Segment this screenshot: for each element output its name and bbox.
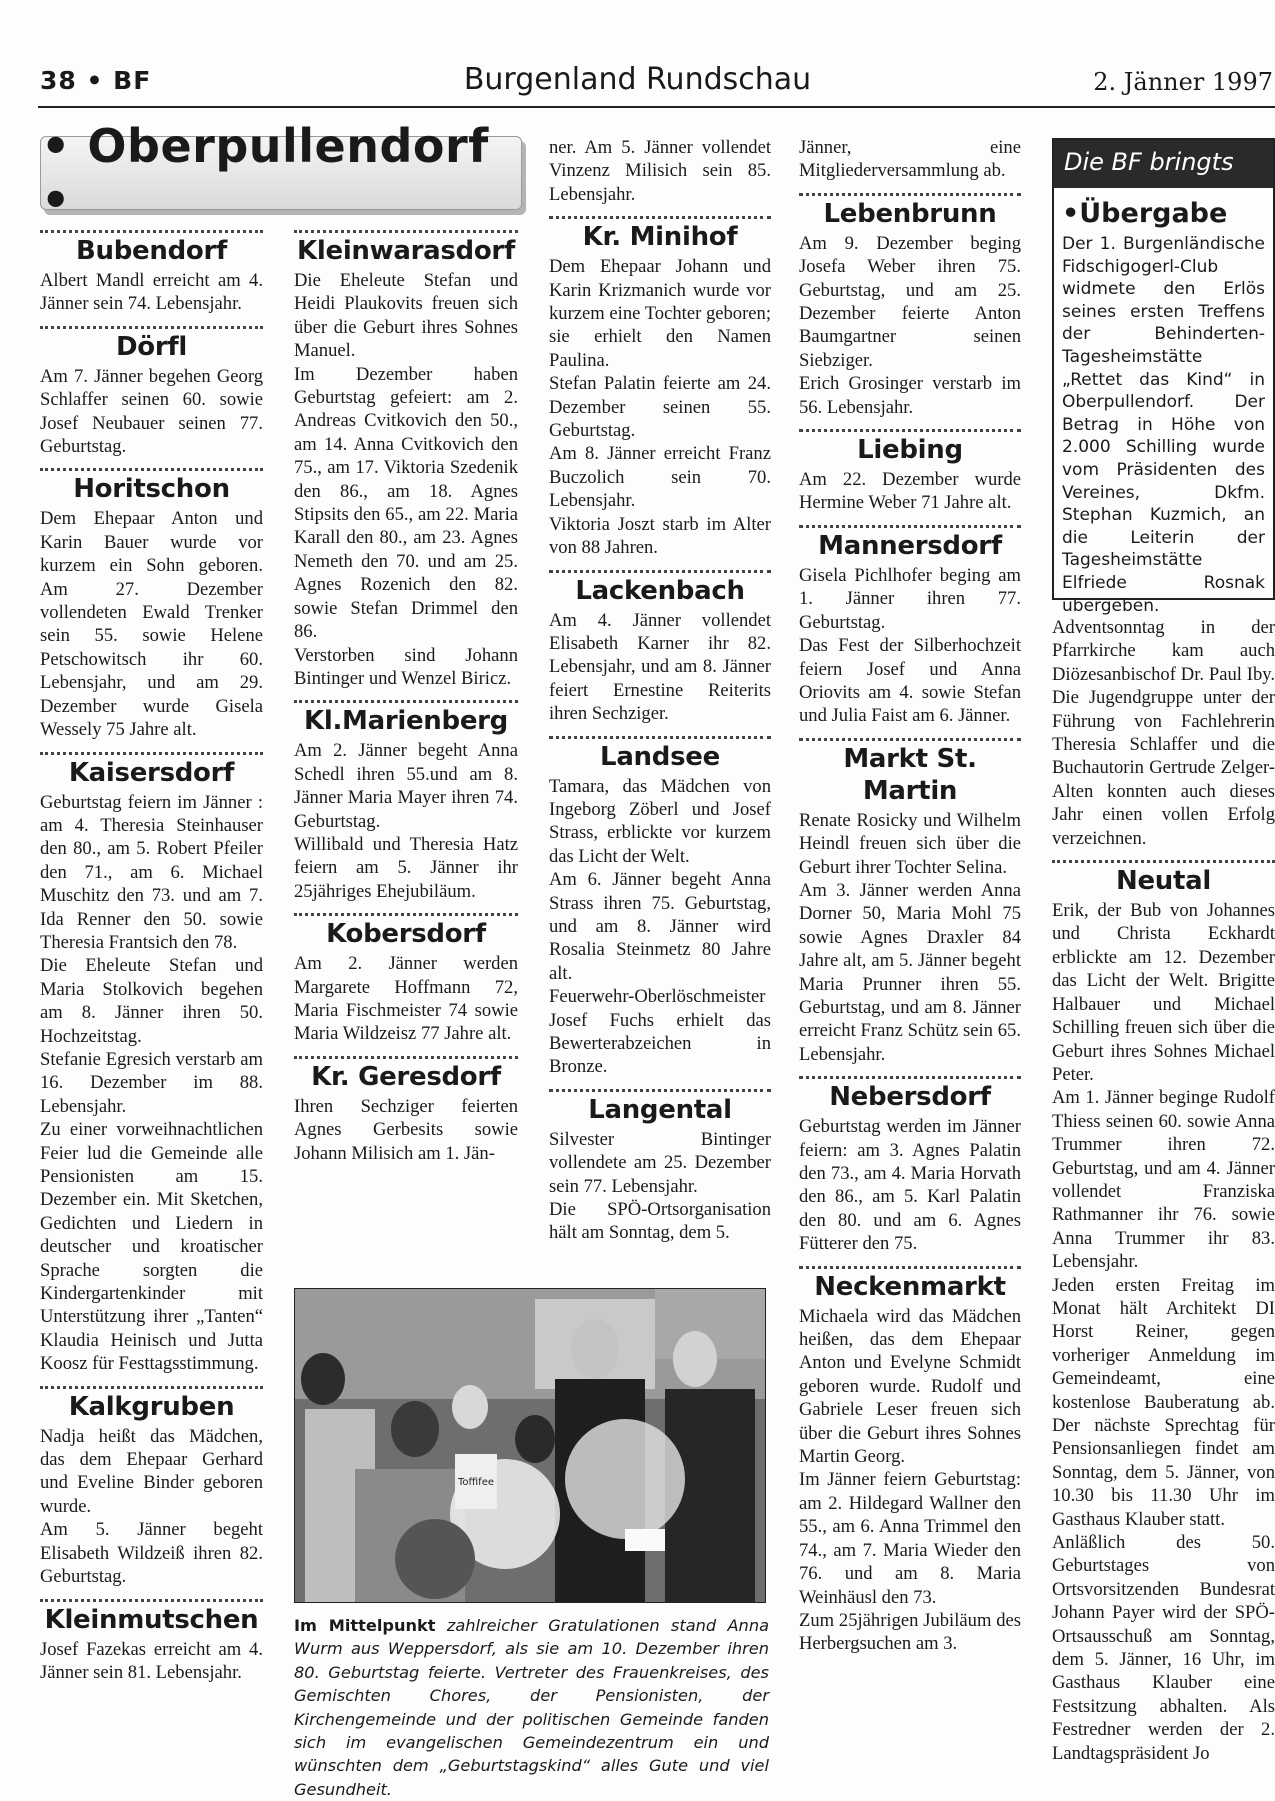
- text-continued: ner. Am 5. Jänner vollendet Vinzenz Milisich sein 85. Lebensjahr.: [549, 137, 771, 205]
- divider: [294, 700, 518, 703]
- caption-lead: Im Mittelpunkt: [294, 1616, 436, 1635]
- heading-kalkgruben: Kalkgruben: [68, 1391, 235, 1422]
- section-banner: • Oberpullendorf •: [40, 136, 522, 210]
- sidebar-box-title: •Übergabe: [1062, 198, 1228, 229]
- text-landsee-2: Am 6. Jänner begeht Anna Strass ihren 75. Geburtstag, und am 8. Jänner wird Rosalia Steinmetz 80 Jahre alt.: [549, 869, 771, 984]
- text-kaisersdorf-3: Stefanie Egresich verstarb am 16. Dezember im 88. Lebensjahr.: [40, 1048, 263, 1117]
- heading-nebersdorf: Nebersdorf: [829, 1082, 991, 1113]
- heading-liebing: Liebing: [857, 435, 963, 466]
- text-krminihof-2: Stefan Palatin feierte am 24. Dezember seinen 55. Geburtstag.: [549, 373, 771, 442]
- sidebar-box: [1052, 138, 1275, 616]
- divider: [549, 1089, 771, 1092]
- divider: [40, 1599, 263, 1602]
- text-marktstmartin-1: Renate Rosicky und Wilhelm Heindl freuen sich über die Geburt ihrer Tochter Selina.: [799, 809, 1021, 878]
- text-krgeresdorf: Ihren Sechziger feierten Agnes Gerbesits sowie Johann Milisich am 1. Jän-: [294, 1095, 518, 1164]
- text-neckenmarkt-1: Michaela wird das Mädchen heißen, das dem Ehepaar Anton und Evelyne Schmidt geboren wurde. Rudolf und Gabriele Leser freuen sich über die Geburt ihres Sohnes Martin Georg.: [799, 1305, 1021, 1468]
- text-kleinwarasdorf-3: Verstorben sind Johann Bintinger und Wenzel Biricz.: [294, 644, 518, 689]
- issue-date: 2. Jänner 1997: [1093, 68, 1273, 96]
- heading-langental: Langental: [588, 1094, 732, 1125]
- heading-kleinwarasdorf: Kleinwarasdorf: [297, 236, 515, 266]
- text-neckenmarkt-cont: Adventsonntag in der Pfarrkirche kam auch Diözesanbischof Dr. Paul Iby. Die Jugendgruppe unter der Führung von Fachlehrerin Theresia Schlaffer und die Buchautorin Gertrude Zelger-Alten konnten auch dieses Jahr einen vollen Erfolg verzeichnen.: [1052, 617, 1275, 849]
- text-mannersdorf-1: Gisela Pichlhofer beging am 1. Jänner ihren 77. Geburtstag.: [799, 564, 1021, 633]
- divider: [40, 230, 263, 233]
- text-kobersdorf: Am 2. Jänner werden Margarete Hoffmann 72, Maria Fischmeister 74 sowie Maria Wildzeisz 77 Jahre alt.: [294, 953, 518, 1045]
- text-klmarienberg-1: Am 2. Jänner begeht Anna Schedl ihren 55.und am 8. Jänner Maria Mayer ihren 74. Geburtstag.: [294, 740, 518, 832]
- heading-krminihof: Kr. Minihof: [582, 222, 738, 253]
- text-neckenmarkt-3: Zum 25jährigen Jubiläum des Herbergsuchen am 3.: [799, 1609, 1021, 1655]
- heading-kleinmutschen: Kleinmutschen: [44, 1604, 259, 1635]
- text-langental-1: Silvester Bintinger vollendete am 25. Dezember sein 77. Lebensjahr.: [549, 1128, 771, 1197]
- heading-marktstmartin: Markt St. Martin: [843, 743, 977, 806]
- text-landsee-3: Feuerwehr-Oberlöschmeister Josef Fuchs erhielt das Bewerterabzeichen in Bronze.: [549, 986, 771, 1078]
- text-marktstmartin-2: Am 3. Jänner werden Anna Dorner 50, Maria Mohl 75 sowie Agnes Draxler 84 Jahre alt, am 5. Jänner begeht Maria Prunner ihren 55. Geburtstag, und am 8. Jänner erreicht Franz Schütz sein 65. Lebensjahr.: [799, 879, 1021, 1065]
- sidebar-box-text: Der 1. Burgenländische Fidschigogerl-Club widmete den Erlös seines ersten Treffens der Behinderten-Tagesheimstätte „Rettet das Kind“ in Oberpullendorf. Der Betrag in Höhe von 2.000 Schilling wurde vom Präsidenten des Vereines, Dkfm. Stephan Kuzmich, an die Leiterin der Tagesheimstätte Elfriede Rosnak übergeben.: [1062, 234, 1265, 616]
- divider: [40, 1386, 263, 1389]
- text-lebenbrunn-1: Am 9. Dezember beging Josefa Weber ihren 75. Geburtstag, und am 25. Dezember feierte Anton Baumgartner seinen Siebziger.: [799, 232, 1021, 371]
- divider: [549, 736, 771, 739]
- heading-klmarienberg: Kl.Marienberg: [303, 706, 508, 737]
- text-doerfl: Am 7. Jänner begehen Georg Schlaffer seinen 60. sowie Josef Neubauer seinen 77. Geburtstag.: [40, 365, 263, 458]
- heading-kaisersdorf: Kaisersdorf: [68, 757, 235, 788]
- heading-lebenbrunn: Lebenbrunn: [823, 198, 997, 229]
- divider: [40, 468, 263, 471]
- text-kaisersdorf-1: Geburtstag feiern im Jänner : am 4. Theresia Steinhauser den 80., am 5. Robert Pfeiler den 71., am 6. Michael Muschitz den 73. und am 7. Ida Renner den 50. sowie Theresia Frantsich den 78.: [40, 791, 263, 953]
- newspaper-title: Burgenland Rundschau: [463, 62, 812, 97]
- text-kleinwarasdorf-2: Im Dezember haben Geburtstag gefeiert: am 2. Andreas Cvitkovich den 50., am 14. Anna Cvitkovich den 75., am 17. Viktoria Szedenik den 86., am 18. Agnes Stipsits den 65., am 22. Maria Karall den 80., am 23. Agnes Nemeth den 70. und am 25. Agnes Rozenich den 82. sowie Stefan Drimmel den 86.: [294, 363, 518, 643]
- text-langental-2: Die SPÖ-Ortsorganisation hält am Sonntag, dem 5.: [549, 1199, 771, 1244]
- photo-caption: [294, 1614, 769, 1801]
- column-1: [40, 230, 263, 1684]
- divider: [799, 1076, 1021, 1079]
- column-3: [549, 136, 771, 1245]
- text-horitschon: Dem Ehepaar Anton und Karin Bauer wurde vor kurzem ein Sohn geboren. Am 27. Dezember vollendeten Ewald Trenker sein 55. sowie Helene Petschowitsch ihr 60. Lebensjahr, und am 29. Dezember wurde Gisela Wessely 75 Jahre alt.: [40, 508, 263, 741]
- text-kalkgruben-1: Nadja heißt das Mädchen, das dem Ehepaar Gerhard und Eveline Binder geboren wurde.: [40, 1425, 263, 1517]
- divider: [799, 193, 1021, 196]
- text-lebenbrunn-2: Erich Grosinger verstarb im 56. Lebensjahr.: [799, 373, 1021, 418]
- heading-landsee: Landsee: [600, 741, 720, 772]
- text-kaisersdorf-4: Zu einer vorweihnachtlichen Feier lud die Gemeinde alle Pensionisten am 15. Dezember ein. Mit Sketchen, Gedichten und Liedern in deutscher und kroatischer Sprache sorgten die Kindergartenkinder mit Unterstützung ihrer „Tanten“ Klaudia Heinisch und Jutta Koosz für Festtagsstimmung.: [40, 1119, 263, 1375]
- divider: [40, 326, 263, 329]
- photo-placard-text: Toffifee: [457, 1477, 495, 1488]
- text-krminihof-4: Viktoria Joszt starb im Alter von 88 Jahren.: [549, 513, 771, 559]
- heading-neckenmarkt: Neckenmarkt: [814, 1271, 1006, 1302]
- text-landsee-1: Tamara, das Mädchen von Ingeborg Zöberl und Josef Strass, erblickte vor kurzem das Licht der Welt.: [549, 775, 771, 867]
- text-liebing: Am 22. Dezember wurde Hermine Weber 71 Jahre alt.: [799, 469, 1021, 514]
- text-klmarienberg-2: Willibald und Theresia Hatz feiern am 5. Jänner ihr 25jähriges Ehejubiläum.: [294, 833, 518, 902]
- divider: [549, 216, 771, 219]
- photo-image: [295, 1289, 765, 1602]
- text-krminihof-1: Dem Ehepaar Johann und Karin Krizmanich wurde vor kurzem eine Tochter geboren; sie erhielt den Namen Paulina.: [549, 256, 771, 371]
- text-neutal-2: Am 1. Jänner beginge Rudolf Thiess seinen 60. sowie Anna Trummer ihren 72. Geburtstag, und am 4. Jänner vollendet Franziska Rathmanner ihr 76. sowie Anna Trummer ihr 83. Lebensjahr.: [1052, 1087, 1275, 1273]
- text-bubendorf: Albert Mandl erreicht am 4. Jänner sein 74. Lebensjahr.: [40, 270, 263, 315]
- text-krminihof-3: Am 8. Jänner erreicht Franz Buczolich sein 70. Lebensjahr.: [549, 443, 771, 512]
- text-neutal-4: Anläßlich des 50. Geburtstages von Ortsvorsitzenden Bundesrat Johann Payer wird der SPÖ-Ortsausschuß am Sonntag, dem 5. Jänner, 16 Uhr, im Gasthaus Klauber eine Festsitzung abhalten. Als Festredner werden der 2. Landtagspräsident Jo: [1052, 1532, 1275, 1764]
- divider: [799, 429, 1021, 432]
- text-lackenbach: Am 4. Jänner vollendet Elisabeth Karner ihr 82. Lebensjahr, und am 8. Jänner feiert Ernestine Reiterits ihren Sechziger.: [549, 609, 771, 725]
- column-2: [294, 230, 518, 1165]
- divider: [799, 1266, 1021, 1269]
- divider: [294, 230, 518, 233]
- divider: [40, 752, 263, 755]
- heading-doerfl: Dörfl: [116, 331, 187, 362]
- heading-krgeresdorf: Kr. Geresdorf: [311, 1061, 501, 1092]
- heading-lackenbach: Lackenbach: [575, 575, 745, 606]
- text-neutal-1: Erik, der Bub von Johannes und Christa Eckhardt erblickte am 12. Dezember das Licht der Welt. Brigitte Halbauer und Michael Schilling freuen sich über die Geburt ihres Sohnes Michael Peter.: [1052, 900, 1275, 1085]
- column-4: [799, 136, 1021, 1656]
- divider: [294, 913, 518, 916]
- header-rule: [38, 106, 1275, 108]
- sidebar-box-header: Die BF bringts ...: [1054, 140, 1273, 188]
- news-photo: [294, 1288, 766, 1603]
- text-mannersdorf-2: Das Fest der Silberhochzeit feiern Josef und Anna Oriovits am 4. sowie Stefan und Julia Faist am 6. Jänner.: [799, 635, 1021, 727]
- column-5: [1052, 616, 1275, 1765]
- divider: [799, 525, 1021, 528]
- heading-neutal: Neutal: [1116, 866, 1211, 897]
- divider: [1052, 860, 1275, 863]
- caption-text: zahlreicher Gratulationen stand Anna Wurm aus Weppersdorf, als sie am 10. Dezember ihren 80. Geburtstag feierte. Vertreter des Frauenkreises, des Gemischten Chores, der Pensionisten, der Kirchengemeinde und der politischen Gemeinde fanden sich im evangelischen Gemeindezentrum ein und wünschten dem „Geburtstagskind“ alles Gute und viel Gesundheit.: [294, 1616, 769, 1799]
- text-continued: Jänner, eine Mitgliederversammlung ab.: [799, 137, 1021, 182]
- divider: [799, 738, 1021, 741]
- page-number: 38 • BF: [40, 66, 152, 95]
- text-kleinwarasdorf-1: Die Eheleute Stefan und Heidi Plaukovits freuen sich über die Geburt ihres Sohnes Manuel.: [294, 270, 518, 362]
- divider: [549, 570, 771, 573]
- text-neutal-3: Jeden ersten Freitag im Monat hält Architekt DI Horst Reiner, gegen vorheriger Anmeldung im Gemeindeamt, eine kostenlose Bauberatung ab. Der nächste Sprechtag für Pensionsanliegen findet am Sonntag, dem 5. Jänner, von 10.30 bis 11.30 Uhr im Gasthaus Klauber statt.: [1052, 1274, 1275, 1530]
- heading-mannersdorf: Mannersdorf: [818, 530, 1002, 561]
- text-nebersdorf: Geburtstag werden im Jänner feiern: am 3. Agnes Palatin den 73., am 4. Maria Horvath den 86., am 5. Karl Palatin den 80. und am 6. Agnes Fütterer den 75.: [799, 1116, 1021, 1255]
- heading-kobersdorf: Kobersdorf: [326, 919, 486, 950]
- text-kalkgruben-2: Am 5. Jänner begeht Elisabeth Wildzeiß ihren 82. Geburtstag.: [40, 1519, 263, 1588]
- heading-bubendorf: Bubendorf: [76, 236, 227, 266]
- text-neckenmarkt-2: Im Jänner feiern Geburtstag: am 2. Hildegard Wallner den 55., am 6. Anna Trimmel den 74., am 7. Maria Wieder den 76. und am 8. Maria Weinhäusl den 73.: [799, 1469, 1021, 1608]
- divider: [294, 1056, 518, 1059]
- heading-horitschon: Horitschon: [73, 474, 230, 505]
- text-kleinmutschen: Josef Fazekas erreicht am 4. Jänner sein 81. Lebensjahr.: [40, 1638, 263, 1683]
- text-kaisersdorf-2: Die Eheleute Stefan und Maria Stolkovich begehen am 8. Jänner ihren 50. Hochzeitstag.: [40, 955, 263, 1047]
